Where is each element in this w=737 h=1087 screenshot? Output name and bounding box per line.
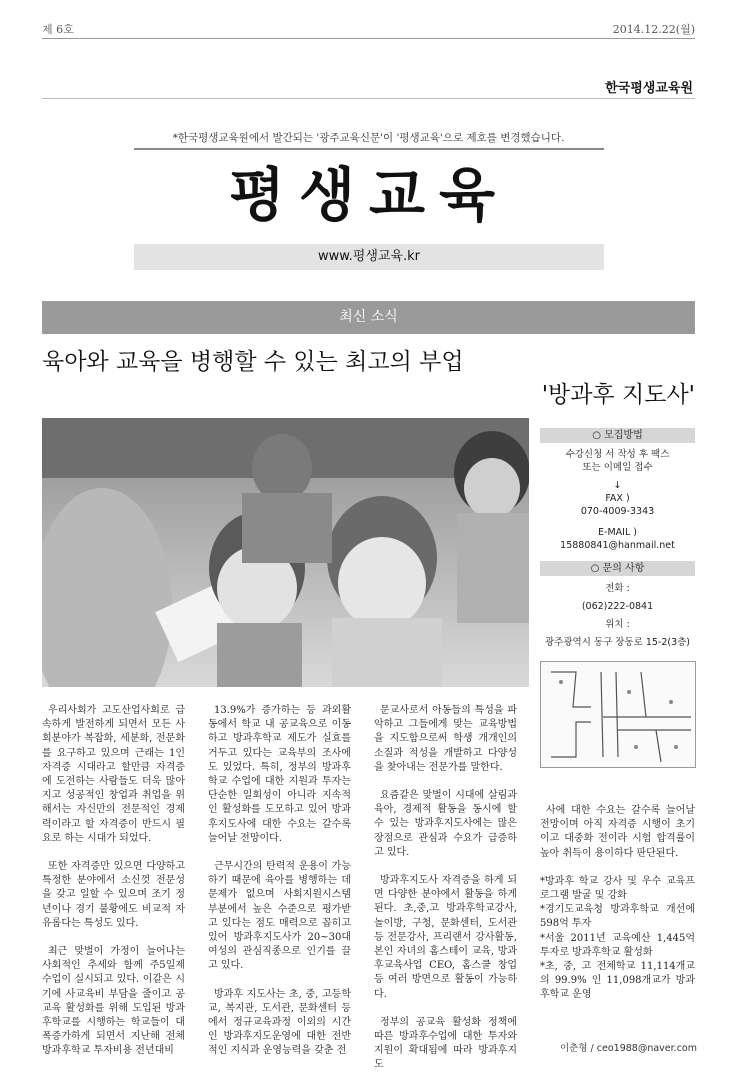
article-column-3 [374,704,517,1087]
phone-number: (062)222-0841 [581,601,654,612]
children-photo [42,418,529,687]
article-paragraph: 요즘같은 맞벌이 시대에 살림과 육아, 경제적 활동을 동시에 할 수 있는 방과후지도사에는 많은 장점으로 관심과 수요가 급증하고 있다. [374,790,517,858]
article-paragraph: 정부의 공교육 활성화 정책에 따른 방과후수업에 대한 투자와 지원이 확대됨에 따라 방과후지도 [374,1016,517,1071]
article-paragraph: 방과후 지도사는 초, 중, 고등학교, 복지관, 도서관, 문화센터 등에서 정규교육과정 이외의 시간인 방과후지도운영에 대한 전반적인 지식과 운영능력을 갖춘 전 [208,988,351,1057]
location-label: 위치 : [605,619,630,630]
fax-label: FAX ) [605,493,630,504]
recruit-line: 또는 이메일 접수 [582,462,653,473]
children-photo-illustration [42,418,529,687]
inquiry-heading: ○ 문의 사항 [540,561,695,576]
article-column-1 [42,704,185,1073]
bullet-item: *서울 2011년 교육예산 1,445억 투자로 방과후학교 활성화 [540,932,695,958]
issue-date: 2014.12.22(월) [612,23,695,36]
headline-main: 육아와 교육을 병행할 수 있는 최고의 부업 [42,349,464,375]
fax-number: 070-4009-3343 [580,506,655,517]
bullet-item: *초, 중, 고 전체학교 11,114개교의 99.9% 인 11,098개교가 방과후학교 운영 [540,961,695,1001]
article-column-4 [540,804,695,1003]
header-rule [42,38,695,39]
map-illustration [541,662,695,767]
headline-sub: '방과후 지도사' [541,382,695,408]
address: 광주광역시 동구 장동로 15-2(3층) [544,637,691,648]
bullet-list [540,875,695,1003]
article-column-2 [208,704,351,1073]
bullet-item: *경기도교육청 방과후학교 개선에 598억 투자 [540,904,695,930]
website-url[interactable]: www.평생교육.kr [134,244,604,270]
masthead-title: 평생교육 [228,161,510,229]
phone-label: 전화 : [605,583,630,594]
article-paragraph: 우리사회가 고도산업사회로 급속하게 발전하게 되면서 모든 사회분야가 복잡화, 세분화, 전문화를 요구하고 있으며 근래는 1인 자격증 시대라고 할만큼 자격증에 도전하는 사람들도 더욱 많아지고 성공적인 창업과 취업을 위해서는 자신만의 전문적인 경제력이라고 할 자격증이 반드시 필요로 하는 시대가 되었다. [42,705,185,844]
article-paragraph: 문교사로서 아동들의 특성을 파악하고 그들에게 맞는 교육방법을 지도함으로써 학생 개개인의 소질과 적성을 개발하고 다양성을 찾아내는 전문가를 말한다. [374,705,517,773]
article-paragraph: 근무시간의 탄력적 운용이 가능하기 때문에 육아를 병행하는 데 문제가 없으며 사회지원시스템 부분에서 높은 수준으로 평가받고 있다는 점도 매력으로 꼽히고 있어 방과후지도사가 20~30대 여성의 관심직종으로 인기를 끌고 있다. [208,861,351,972]
author-byline: 이춘형 / ceo1988@naver.com [560,1043,697,1054]
header-rule-lower [42,98,695,99]
article-paragraph: 또한 자격증만 있으면 다양하고 특정한 분야에서 소신껏 전문성을 갖고 일할 수 있으며 조기 정년이나 경기 불황에도 비교적 자유롭다는 특성도 있다. [42,861,185,929]
arrow-down-icon: ↓ [613,480,622,491]
info-sidebar [540,428,695,652]
notice-rule [134,148,604,150]
article-paragraph: 사에 대한 수요는 갈수록 늘어날 전망이며 아직 자격증 시행이 초기이고 대중화 전이라 시험 합격률이 높아 취득이 용이하다 판단된다. [540,805,695,859]
location-map [540,661,696,768]
article-paragraph: 최근 맞벌이 가정이 늘어나는 사회적인 추세와 함께 주5일제 수업이 실시되고 있다. 이같은 시기에 사교육비 부담을 줄이고 공교육 활성화를 위해 도입된 방과후학교를 시행하는 학교들이 대폭증가하게 되면서 지난해 전체 방과후학교 투자비용 전년대비 [42,946,185,1057]
issue-number: 제 6호 [42,23,74,36]
section-label: 최신 소식 [42,301,695,334]
spacer [540,518,695,526]
article-paragraph: 방과후지도사 자격증을 하게 되면 다양한 분야에서 활동을 하게 된다. 초,중,고 방과후학교강사, 놀이방, 구청, 문화센터, 도서관 등 전문강사, 프리랜서 강사활동, 본인 자녀의 홈스테이 교육, 방과후교육사업 CEO, 홈스쿨 창업 등 여러 방면으로 활동이 가능하다. [374,875,517,1000]
email-label: E-MAIL ) [598,527,637,538]
article-paragraph: 13.9%가 증가하는 등 과외활동에서 학교 내 공교육으로 이동하고 방과후학교 제도가 실효를 거두고 있다는 교육부의 조사에도 있었다. 특히, 정부의 방과후 학교 수업에 대한 지원과 투자는 단순한 일회성이 아니라 지속적인 활성화를 도모하고 있어 방과후지도사에 대한 수요는 갈수록 늘어날 전망이다. [208,705,351,844]
recruit-line: 수강신청 서 작성 후 팩스 [565,449,670,460]
email-address[interactable]: 15880841@hanmail.net [560,540,675,551]
bullet-item: *방과후 학교 강사 및 우수 교육프로그램 발굴 및 강화 [540,875,695,902]
rename-notice: *한국평생교육원에서 발간되는 '광주교육신문'이 '평생교육'으로 제호를 변경했습니다. [172,132,565,144]
org-name: 한국평생교육원 [605,81,693,96]
recruit-heading: ○ 모집방법 [540,428,695,443]
